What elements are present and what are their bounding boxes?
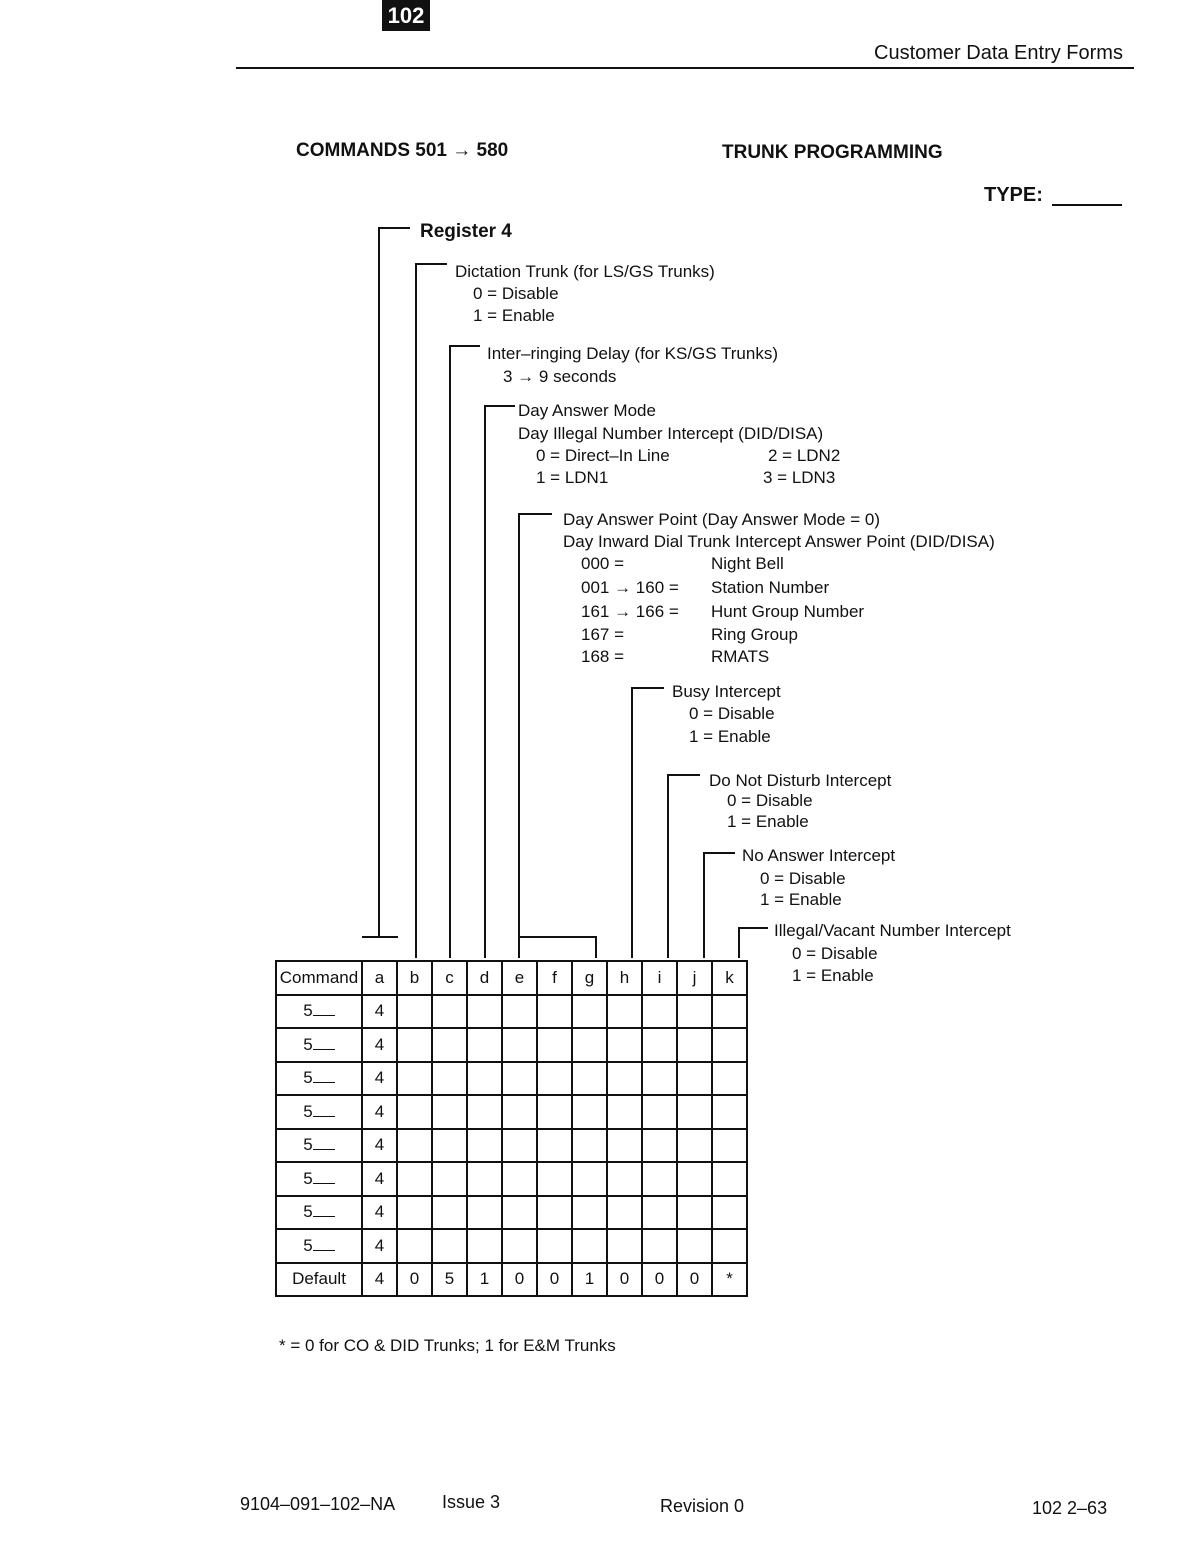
table-cell[interactable]	[712, 1095, 747, 1129]
table-cell: 4	[362, 1062, 397, 1096]
table-cell[interactable]	[607, 1095, 642, 1129]
table-cell: e	[502, 961, 537, 995]
table-cell[interactable]	[432, 1229, 467, 1263]
table-cell: 4	[362, 1028, 397, 1062]
command-cell: 5	[276, 1229, 362, 1263]
table-cell[interactable]	[677, 1162, 712, 1196]
command-blank[interactable]	[313, 1135, 335, 1150]
table-cell: g	[572, 961, 607, 995]
table-cell[interactable]	[642, 1095, 677, 1129]
answer-point-meaning: Night Bell	[711, 554, 784, 573]
day-answer-mode-opt0: 0 = Direct–In Line	[536, 446, 670, 465]
table-cell[interactable]	[677, 995, 712, 1029]
table-cell: *	[712, 1263, 747, 1297]
table-cell: a	[362, 961, 397, 995]
table-cell[interactable]	[642, 1028, 677, 1062]
table-cell[interactable]	[642, 1062, 677, 1096]
dictation-title: Dictation Trunk (for LS/GS Trunks)	[455, 262, 715, 281]
dictation-opt0: 0 = Disable	[473, 284, 559, 303]
dnd-opt0: 0 = Disable	[727, 791, 813, 810]
table-cell[interactable]	[502, 1028, 537, 1062]
table-cell[interactable]	[712, 1196, 747, 1230]
command-blank[interactable]	[313, 1169, 335, 1184]
table-cell[interactable]	[712, 1062, 747, 1096]
table-cell[interactable]	[502, 995, 537, 1029]
busy-title: Busy Intercept	[672, 682, 781, 701]
dnd-opt1: 1 = Enable	[727, 812, 809, 831]
table-cell[interactable]	[677, 1129, 712, 1163]
table-cell[interactable]	[467, 1162, 502, 1196]
answer-point-meaning: Ring Group	[711, 625, 798, 644]
table-cell: 4	[362, 1229, 397, 1263]
table-cell[interactable]	[397, 1162, 432, 1196]
table-cell: c	[432, 961, 467, 995]
answer-point-meaning: Hunt Group Number	[711, 602, 865, 621]
commands-label: COMMANDS 501 → 580	[296, 140, 509, 161]
table-header-row	[276, 961, 747, 995]
table-cell[interactable]	[537, 1062, 572, 1096]
table-row	[276, 1095, 747, 1129]
table-cell[interactable]	[712, 1129, 747, 1163]
table-cell[interactable]	[537, 1129, 572, 1163]
table-cell[interactable]	[432, 995, 467, 1029]
busy-opt1: 1 = Enable	[689, 727, 771, 746]
answer-point-code: 168 =	[581, 647, 625, 666]
table-cell: 1	[467, 1263, 502, 1297]
table-cell[interactable]	[572, 1095, 607, 1129]
table-cell: 0	[537, 1263, 572, 1297]
table-cell: h	[607, 961, 642, 995]
table-cell: 0	[397, 1263, 432, 1297]
dnd-title: Do Not Disturb Intercept	[709, 771, 892, 790]
table-cell[interactable]	[467, 1129, 502, 1163]
table-cell[interactable]	[607, 1028, 642, 1062]
command-blank[interactable]	[313, 1102, 335, 1117]
table-cell[interactable]	[432, 1162, 467, 1196]
table-cell[interactable]	[502, 1162, 537, 1196]
table-cell[interactable]	[502, 1229, 537, 1263]
table-cell[interactable]	[677, 1229, 712, 1263]
table-cell[interactable]	[607, 995, 642, 1029]
answer-point-meaning: Station Number	[711, 578, 830, 597]
table-row	[276, 1062, 747, 1096]
page-number: 102 2–63	[1032, 1498, 1108, 1518]
command-cell: 5	[276, 1196, 362, 1230]
answer-point-code: 167 =	[581, 625, 625, 644]
command-blank[interactable]	[313, 1236, 335, 1251]
command-cell: 5	[276, 1129, 362, 1163]
table-cell[interactable]	[432, 1028, 467, 1062]
table-cell[interactable]	[432, 1095, 467, 1129]
illegal-opt0: 0 = Disable	[792, 944, 878, 963]
command-blank[interactable]	[313, 1068, 335, 1083]
table-cell[interactable]	[537, 1095, 572, 1129]
no-answer-title: No Answer Intercept	[742, 846, 896, 865]
command-cell: 5	[276, 1095, 362, 1129]
illegal-title: Illegal/Vacant Number Intercept	[774, 921, 1011, 940]
table-cell[interactable]	[537, 1229, 572, 1263]
day-answer-mode-subtitle: Day Illegal Number Intercept (DID/DISA)	[518, 424, 824, 443]
header-title: Customer Data Entry Forms	[874, 42, 1123, 64]
answer-point-code: 001 → 160 =	[581, 578, 679, 597]
section-title: TRUNK PROGRAMMING	[722, 142, 943, 163]
table-cell: 4	[362, 1095, 397, 1129]
table-cell[interactable]	[397, 1062, 432, 1096]
busy-opt0: 0 = Disable	[689, 704, 775, 723]
table-cell: b	[397, 961, 432, 995]
table-cell: f	[537, 961, 572, 995]
table-cell[interactable]	[467, 1095, 502, 1129]
table-row	[276, 1028, 747, 1062]
type-label: TYPE:	[984, 184, 1043, 206]
table-row	[276, 1196, 747, 1230]
table-cell[interactable]	[432, 1062, 467, 1096]
day-answer-point-title: Day Answer Point (Day Answer Mode = 0)	[563, 510, 880, 529]
table-cell: 0	[502, 1263, 537, 1297]
table-row	[276, 1229, 747, 1263]
table-cell[interactable]	[397, 1129, 432, 1163]
table-cell[interactable]	[467, 1196, 502, 1230]
table-cell[interactable]	[432, 1196, 467, 1230]
table-cell[interactable]	[502, 1062, 537, 1096]
table-cell[interactable]	[572, 1028, 607, 1062]
table-cell[interactable]	[467, 1062, 502, 1096]
table-cell[interactable]	[502, 1095, 537, 1129]
table-cell: i	[642, 961, 677, 995]
table-cell[interactable]	[467, 995, 502, 1029]
table-cell: 0	[677, 1263, 712, 1297]
page-badge: 102	[382, 0, 430, 31]
table-cell: 0	[607, 1263, 642, 1297]
table-cell[interactable]	[712, 1028, 747, 1062]
interringing-range: 3 → 9 seconds	[503, 367, 617, 386]
no-answer-opt1: 1 = Enable	[760, 890, 842, 909]
table-cell: 4	[362, 1196, 397, 1230]
table-cell: k	[712, 961, 747, 995]
table-cell[interactable]	[502, 1196, 537, 1230]
table-cell: 0	[642, 1263, 677, 1297]
revision-label: Revision 0	[660, 1496, 745, 1516]
table-cell[interactable]	[677, 1196, 712, 1230]
table-cell: 5	[432, 1263, 467, 1297]
table-cell[interactable]	[712, 1229, 747, 1263]
table-row	[276, 1162, 747, 1196]
table-row	[276, 995, 747, 1029]
table-cell[interactable]	[467, 1028, 502, 1062]
interringing-title: Inter–ringing Delay (for KS/GS Trunks)	[487, 344, 779, 363]
table-cell: 4	[362, 1162, 397, 1196]
table-cell[interactable]	[572, 1129, 607, 1163]
answer-point-meaning: RMATS	[711, 647, 770, 666]
table-cell[interactable]	[642, 1129, 677, 1163]
table-cell[interactable]	[572, 995, 607, 1029]
day-answer-point-subtitle: Day Inward Dial Trunk Intercept Answer Point (DID/DISA)	[563, 532, 995, 551]
table-cell[interactable]	[502, 1129, 537, 1163]
command-blank[interactable]	[313, 1035, 335, 1050]
table-cell[interactable]	[397, 1028, 432, 1062]
command-cell: Command	[276, 961, 362, 995]
command-cell: 5	[276, 1062, 362, 1096]
table-cell: 4	[362, 1129, 397, 1163]
table-cell[interactable]	[397, 1095, 432, 1129]
table-cell: 4	[362, 995, 397, 1029]
table-cell: 1	[572, 1263, 607, 1297]
command-cell: 5	[276, 1162, 362, 1196]
table-cell[interactable]	[607, 1229, 642, 1263]
table-cell[interactable]	[677, 1028, 712, 1062]
table-cell[interactable]	[642, 1162, 677, 1196]
table-cell[interactable]	[397, 1196, 432, 1230]
register-label: Register 4	[420, 221, 512, 242]
footnote: * = 0 for CO & DID Trunks; 1 for E&M Trunks	[279, 1336, 616, 1355]
table-cell[interactable]	[712, 1162, 747, 1196]
table-cell[interactable]	[607, 1129, 642, 1163]
entry-table	[275, 960, 748, 1297]
answer-point-code: 000 =	[581, 554, 625, 573]
table-cell[interactable]	[537, 1162, 572, 1196]
doc-number: 9104–091–102–NA	[240, 1494, 396, 1514]
table-cell[interactable]	[467, 1229, 502, 1263]
day-answer-mode-opt1: 1 = LDN1	[536, 468, 609, 487]
table-cell[interactable]	[572, 1062, 607, 1096]
table-cell[interactable]	[677, 1062, 712, 1096]
table-cell[interactable]	[572, 1196, 607, 1230]
table-cell: d	[467, 961, 502, 995]
command-cell: Default	[276, 1263, 362, 1297]
table-cell[interactable]	[607, 1196, 642, 1230]
table-cell[interactable]	[642, 1196, 677, 1230]
table-cell[interactable]	[537, 995, 572, 1029]
command-blank[interactable]	[313, 1202, 335, 1217]
table-cell[interactable]	[607, 1062, 642, 1096]
table-cell[interactable]	[397, 1229, 432, 1263]
table-cell[interactable]	[607, 1162, 642, 1196]
issue-label: Issue 3	[442, 1492, 501, 1512]
no-answer-opt0: 0 = Disable	[760, 869, 846, 888]
day-answer-mode-title: Day Answer Mode	[518, 401, 656, 420]
table-cell[interactable]	[397, 995, 432, 1029]
table-cell[interactable]	[572, 1229, 607, 1263]
answer-point-code: 161 → 166 =	[581, 602, 679, 621]
command-blank[interactable]	[313, 1001, 335, 1016]
illegal-opt1: 1 = Enable	[792, 966, 874, 985]
table-cell: j	[677, 961, 712, 995]
command-cell: 5	[276, 995, 362, 1029]
table-cell[interactable]	[642, 1229, 677, 1263]
table-cell[interactable]	[537, 1196, 572, 1230]
table-cell[interactable]	[642, 995, 677, 1029]
table-cell: 4	[362, 1263, 397, 1297]
table-cell[interactable]	[432, 1129, 467, 1163]
table-cell[interactable]	[572, 1162, 607, 1196]
table-row	[276, 1129, 747, 1163]
command-cell: 5	[276, 1028, 362, 1062]
table-cell[interactable]	[677, 1095, 712, 1129]
day-answer-mode-opt3: 3 = LDN3	[763, 468, 836, 487]
table-header-row	[276, 1263, 747, 1297]
table-cell[interactable]	[537, 1028, 572, 1062]
day-answer-mode-opt2: 2 = LDN2	[768, 446, 841, 465]
table-cell[interactable]	[712, 995, 747, 1029]
dictation-opt1: 1 = Enable	[473, 306, 555, 325]
